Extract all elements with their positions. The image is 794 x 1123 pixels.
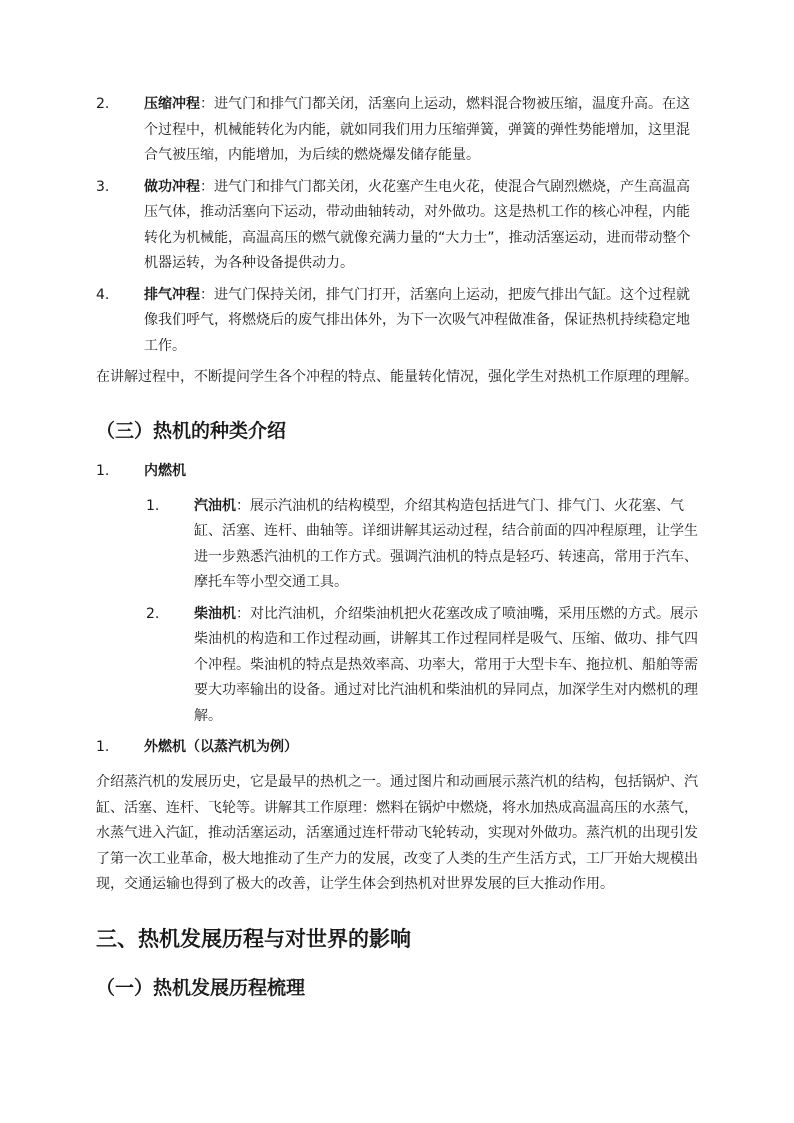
subheading-text: 内燃机 xyxy=(144,462,186,479)
term-separator: ： xyxy=(236,497,250,514)
document-page xyxy=(96,92,700,1016)
list-item-compression-stroke xyxy=(96,92,700,169)
list-item-exhaust-stroke xyxy=(96,283,700,360)
list-number: 3. xyxy=(96,178,110,195)
term-compression-stroke: 压缩冲程 xyxy=(144,96,200,112)
item-text: 进气门和排气门都关闭，火花塞产生电火花，使混合气剧烈燃烧，产生高温高压气体，推动活塞向下运动，带动曲轴转动，对外做功。这是热机工作的核心冲程，内能转化为机械能，高温高压的燃气就像充满力量的“大力士”，推动活塞运动，进而带动整个机器运转，为各种设备提供动力。 xyxy=(144,178,691,271)
list-item-gasoline-engine xyxy=(96,494,700,596)
subheading-internal-combustion xyxy=(96,459,700,484)
term-exhaust-stroke: 排气冲程 xyxy=(144,286,200,303)
list-number: 2. xyxy=(146,605,160,622)
subheading-text: 外燃机（以蒸汽机为例） xyxy=(144,739,298,755)
term-separator: ： xyxy=(200,286,214,303)
item-text: 对比汽油机，介绍柴油机把火花塞改成了喷油嘴，采用压燃的方式。展示柴油机的构造和工作过程动画，讲解其工作过程同样是吸气、压缩、做功、排气四个冲程。柴油机的特点是热效率高、功率大，常用于大型卡车、拖拉机、船舶等需要大功率输出的设备。通过对比汽油机和柴油机的异同点，加深学生对内燃机的理解。 xyxy=(194,605,698,724)
item-text: 展示汽油机的结构模型，介绍其构造包括进气门、排气门、火花塞、气缸、活塞、连杆、曲轴等。详细讲解其运动过程，结合前面的四冲程原理，让学生进一步熟悉汽油机的工作方式。强调汽油机的特点是轻巧、转速高，常用于汽车、摩托车等小型交通工具。 xyxy=(194,497,698,590)
term-diesel-engine: 柴油机 xyxy=(194,605,236,622)
subheading-external-combustion xyxy=(96,735,700,760)
item-text: 进气门和排气门都关闭，活塞向上运动，燃料混合物被压缩，温度升高。在这个过程中，机械能转化为内能，就如同我们用力压缩弹簧，弹簧的弹性势能增加，这里混合气被压缩，内能增加，为后续的燃烧爆发储存能量。 xyxy=(144,96,690,163)
section-heading-engine-types: （三）热机的种类介绍 xyxy=(96,419,287,442)
list-number: 1. xyxy=(96,739,110,755)
item-text: 进气门保持关闭，排气门打开，活塞向上运动，把废气排出气缸。这个过程就像我们呼气，将燃烧后的废气排出体外，为下一次吸气冲程做准备，保证热机持续稳定地工作。 xyxy=(144,286,690,354)
term-separator: ： xyxy=(200,178,214,195)
list-number: 2. xyxy=(96,96,110,112)
list-item-power-stroke xyxy=(96,175,700,277)
list-number: 1. xyxy=(146,497,160,514)
summary-paragraph: 在讲解过程中，不断提问学生各个冲程的特点、能量转化情况，强化学生对热机工作原理的理解。 xyxy=(96,369,698,385)
list-number: 1. xyxy=(96,462,110,479)
term-power-stroke: 做功冲程 xyxy=(144,178,200,195)
term-separator: ： xyxy=(236,605,250,622)
term-gasoline-engine: 汽油机 xyxy=(194,497,236,514)
steam-engine-paragraph: 介绍蒸汽机的发展历史，它是最早的热机之一。通过图片和动画展示蒸汽机的结构，包括锅炉、汽缸、活塞、连杆、飞轮等。讲解其工作原理：燃料在锅炉中燃烧，将水加热成高温高压的水蒸气，水蒸气进入汽缸，推动活塞运动，活塞通过连杆带动飞轮转动，实现对外做功。蒸汽机的出现引发了第一次工业革命，极大地推动了生产力的发展，改变了人类的生产生活方式，工厂开始大规模出现，交通运输也得到了极大的改善，让学生体会到热机对世界发展的巨大推动作用。 xyxy=(96,774,698,892)
chapter-heading-history: 三、热机发展历程与对世界的影响 xyxy=(96,926,411,951)
section-heading-history-review: （一）热机发展历程梳理 xyxy=(96,976,306,999)
term-separator: ： xyxy=(200,96,214,112)
list-number: 4. xyxy=(96,286,110,303)
list-item-diesel-engine xyxy=(96,602,700,730)
